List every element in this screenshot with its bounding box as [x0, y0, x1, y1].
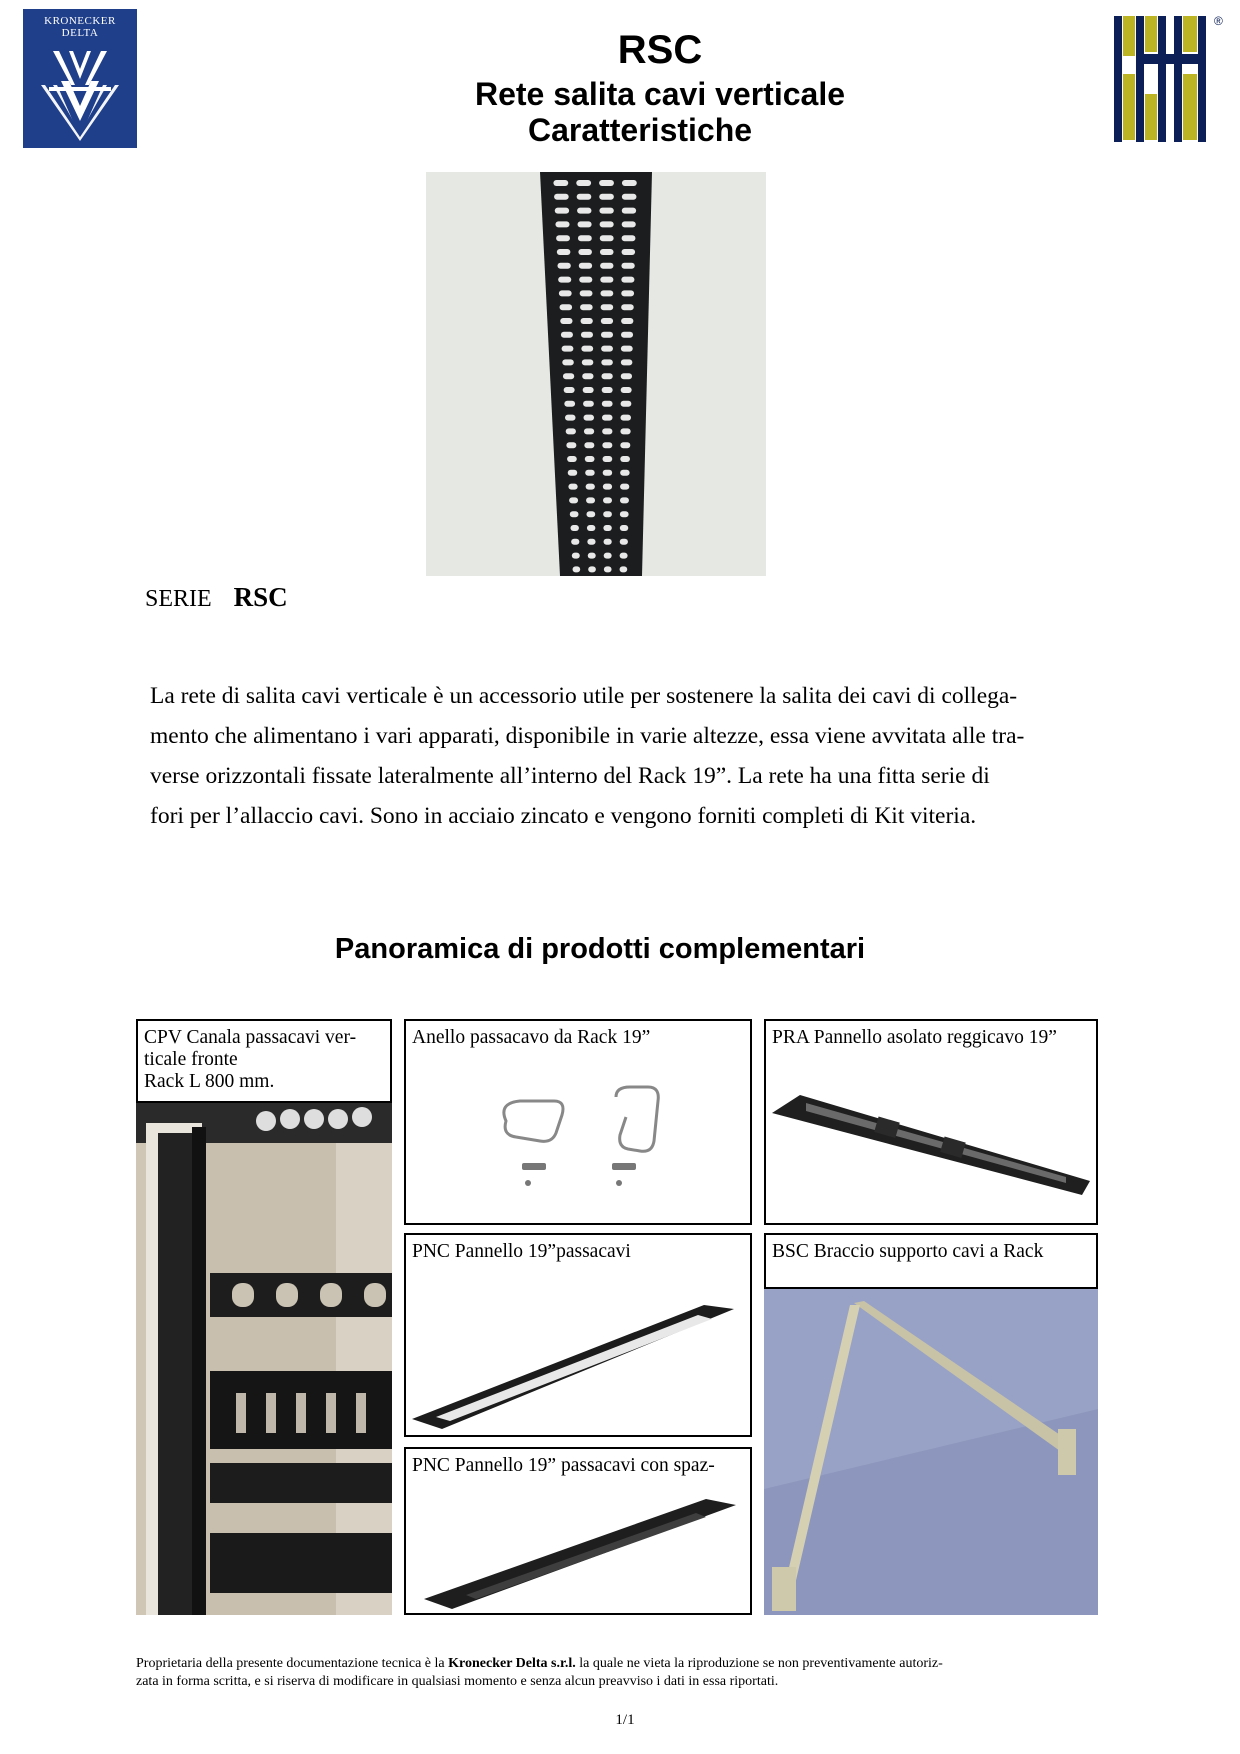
ladder-hole	[570, 511, 579, 517]
description-paragraph	[150, 676, 1090, 836]
ladder-hole	[622, 208, 636, 214]
ladder-hole	[558, 277, 571, 283]
page-title: RSC	[617, 28, 703, 72]
serie-label: SERIE	[145, 586, 212, 612]
ladder-hole	[600, 277, 613, 283]
description-line: La rete di salita cavi verticale è un accessorio utile per sostenere la salita dei cavi di collega-	[150, 683, 1018, 709]
ladder-hole	[603, 484, 612, 490]
ladder-hole	[553, 180, 568, 186]
cpv-label-line: Rack L 800 mm.	[144, 1071, 275, 1092]
ladder-hole	[603, 525, 611, 531]
ladder-hole	[601, 304, 614, 310]
ladder-hole	[586, 497, 595, 503]
ladder-hole	[621, 304, 634, 310]
ladder-hole	[621, 387, 632, 393]
cable-panel-illustration	[406, 1235, 750, 1435]
ladder-hole	[621, 318, 633, 324]
ladder-hole	[599, 194, 614, 200]
ladder-hole	[604, 553, 612, 559]
cable-ladder-illustration	[426, 172, 766, 576]
cpv-rack-photo	[136, 1103, 392, 1615]
product-card-anello	[404, 1019, 752, 1225]
footer-text: la quale ne vieta la riproduzione se non preventivamente autoriz-	[575, 1656, 943, 1671]
ladder-hole	[603, 456, 613, 462]
description-line: mento che alimentano i vari apparati, disponibile in varie altezze, essa viene avvitata alle tra-	[150, 723, 1025, 749]
logo-text-line1: KRONECKER	[44, 15, 116, 27]
ladder-hole	[581, 346, 593, 352]
cpv-label-line: ticale fronte	[144, 1049, 238, 1070]
ladder-hole	[581, 318, 593, 324]
cable-ladder-photo	[426, 172, 766, 576]
page-subtitle-2: Caratteristiche	[527, 112, 753, 148]
ladder-hole	[588, 566, 596, 572]
ladder-hole	[577, 194, 592, 200]
ladder-hole	[620, 539, 628, 545]
ladder-hole	[586, 511, 595, 517]
cpv-label	[144, 1027, 356, 1093]
bsc-arm-photo	[764, 1289, 1098, 1615]
ladder-hole	[603, 497, 612, 503]
ladder-hole	[600, 290, 613, 296]
ladder-hole	[621, 290, 634, 296]
ladder-hole	[580, 304, 593, 310]
ladder-hole	[582, 359, 594, 365]
ladder-hole	[567, 456, 577, 462]
support-arm-illustration	[764, 1289, 1098, 1615]
registered-mark: ®	[1214, 14, 1223, 28]
ladder-hole	[588, 553, 596, 559]
ladder-hole	[620, 470, 629, 476]
ladder-hole	[559, 290, 572, 296]
ladder-hole	[583, 401, 594, 407]
ladder-hole	[556, 235, 570, 241]
ladder-hole	[622, 180, 637, 186]
ladder-hole	[584, 415, 594, 421]
ladder-hole	[555, 221, 569, 227]
ladder-hole	[601, 359, 613, 365]
ladder-hole	[579, 277, 592, 283]
section-title: Panoramica di prodotti complementari	[334, 933, 866, 965]
ladder-hole	[579, 263, 592, 269]
ladder-hole	[621, 263, 634, 269]
pnc2-label: PNC Pannello 19” passacavi con spaz-	[412, 1455, 715, 1476]
ladder-hole	[564, 387, 575, 393]
ladder-hole	[620, 553, 628, 559]
ladder-hole	[562, 346, 574, 352]
product-card-pnc1	[404, 1233, 752, 1437]
ladder-hole	[620, 442, 630, 448]
cable-ring-illustration	[406, 1021, 750, 1221]
product-card-pnc2	[404, 1447, 752, 1615]
ladder-hole	[566, 442, 576, 448]
ladder-hole	[602, 415, 612, 421]
ladder-hole	[586, 484, 595, 490]
brush-panel-illustration	[406, 1449, 750, 1613]
product-card-pra	[764, 1019, 1098, 1225]
ladder-hole	[576, 180, 591, 186]
ladder-hole	[620, 511, 629, 517]
ladder-hole	[622, 249, 636, 255]
ladder-hole	[555, 208, 569, 214]
footer-company: Kronecker Delta s.r.l.	[448, 1656, 576, 1671]
ladder-hole	[561, 332, 573, 338]
ladder-hole	[602, 401, 613, 407]
ladder-hole	[603, 511, 612, 517]
ladder-hole	[573, 566, 581, 572]
ladder-hole	[599, 180, 614, 186]
ladder-hole	[554, 194, 569, 200]
ladder-hole	[587, 539, 595, 545]
ladder-hole	[566, 428, 576, 434]
ladder-hole	[565, 415, 575, 421]
ladder-hole	[585, 456, 595, 462]
kronecker-delta-logo	[23, 9, 137, 148]
ladder-hole	[569, 497, 578, 503]
delta-emblem-icon	[23, 9, 137, 148]
footer-disclaimer	[136, 1655, 1116, 1691]
ladder-hole	[601, 318, 613, 324]
ladder-hole	[620, 415, 630, 421]
ladder-hole	[600, 263, 613, 269]
ladder-hole	[563, 373, 574, 379]
ladder-hole	[572, 553, 580, 559]
description-line: verse orizzontali fissate lateralmente all’interno del Rack 19”. La rete ha una fitta serie di	[150, 763, 990, 789]
ladder-hole	[604, 539, 612, 545]
ladder-hole	[602, 442, 612, 448]
brand-mark-icon	[1114, 14, 1226, 144]
ladder-hole	[601, 373, 612, 379]
ladder-hole	[621, 373, 632, 379]
ladder-hole	[582, 373, 593, 379]
ladder-hole	[568, 470, 577, 476]
ladder-hole	[604, 566, 612, 572]
ladder-hole	[620, 456, 630, 462]
ladder-hole	[562, 359, 574, 365]
ladder-hole	[580, 290, 593, 296]
product-card-bsc	[764, 1233, 1098, 1289]
ladder-hole	[599, 208, 613, 214]
ladder-hole	[600, 221, 614, 227]
brand-logo	[1114, 14, 1226, 144]
ladder-hole	[584, 428, 594, 434]
ladder-hole	[578, 235, 592, 241]
ladder-hole	[577, 208, 591, 214]
ladder-hole	[600, 235, 614, 241]
pnc1-label: PNC Pannello 19”passacavi	[412, 1241, 631, 1262]
ladder-hole	[557, 263, 570, 269]
page-subtitle: Rete salita cavi verticale	[474, 76, 845, 112]
ladder-hole	[621, 346, 633, 352]
ladder-hole	[564, 401, 575, 407]
page-number: 1/1	[615, 1712, 635, 1728]
ladder-hole	[621, 332, 633, 338]
ladder-hole	[622, 221, 636, 227]
ladder-hole	[585, 470, 594, 476]
ladder-hole	[621, 401, 632, 407]
ladder-hole	[620, 497, 629, 503]
ladder-hole	[601, 346, 613, 352]
slotted-panel-illustration	[766, 1021, 1096, 1221]
ladder-hole	[620, 484, 629, 490]
ladder-hole	[570, 525, 578, 531]
ladder-hole	[560, 318, 572, 324]
serie-line	[145, 582, 288, 613]
ladder-hole	[560, 304, 573, 310]
ladder-hole	[620, 428, 630, 434]
ladder-hole	[578, 221, 592, 227]
ladder-hole	[568, 484, 577, 490]
ladder-hole	[584, 442, 594, 448]
ladder-hole	[621, 359, 633, 365]
ladder-hole	[602, 387, 613, 393]
ladder-hole	[603, 470, 612, 476]
anello-label: Anello passacavo da Rack 19”	[412, 1027, 651, 1048]
ladder-hole	[600, 249, 614, 255]
ladder-hole	[557, 249, 571, 255]
ladder-hole	[620, 525, 628, 531]
rack-illustration	[136, 1103, 392, 1615]
description-line: fori per l’allaccio cavi. Sono in acciaio zincato e vengono forniti completi di Kit viteria.	[150, 803, 977, 829]
ladder-hole	[578, 249, 592, 255]
product-card-cpv	[136, 1019, 392, 1103]
cpv-label-line: CPV Canala passacavi ver-	[144, 1027, 357, 1048]
footer-text: Proprietaria della presente documentazione tecnica è la	[136, 1656, 449, 1671]
ladder-hole	[620, 566, 628, 572]
ladder-hole	[571, 539, 579, 545]
ladder-hole	[587, 525, 595, 531]
ladder-hole	[622, 235, 636, 241]
logo-text-line2: DELTA	[61, 27, 99, 39]
ladder-hole	[601, 332, 613, 338]
ladder-hole	[581, 332, 593, 338]
bsc-label: BSC Braccio supporto cavi a Rack	[772, 1241, 1044, 1262]
ladder-hole	[602, 428, 612, 434]
ladder-hole	[622, 194, 637, 200]
footer-text: zata in forma scritta, e si riserva di modificare in qualsiasi momento e senza alcun preavviso i dati in essa riportati.	[136, 1674, 779, 1689]
serie-code: RSC	[233, 582, 288, 612]
ladder-hole	[621, 277, 634, 283]
pra-label: PRA Pannello asolato reggicavo 19”	[772, 1027, 1057, 1048]
ladder-hole	[583, 387, 594, 393]
